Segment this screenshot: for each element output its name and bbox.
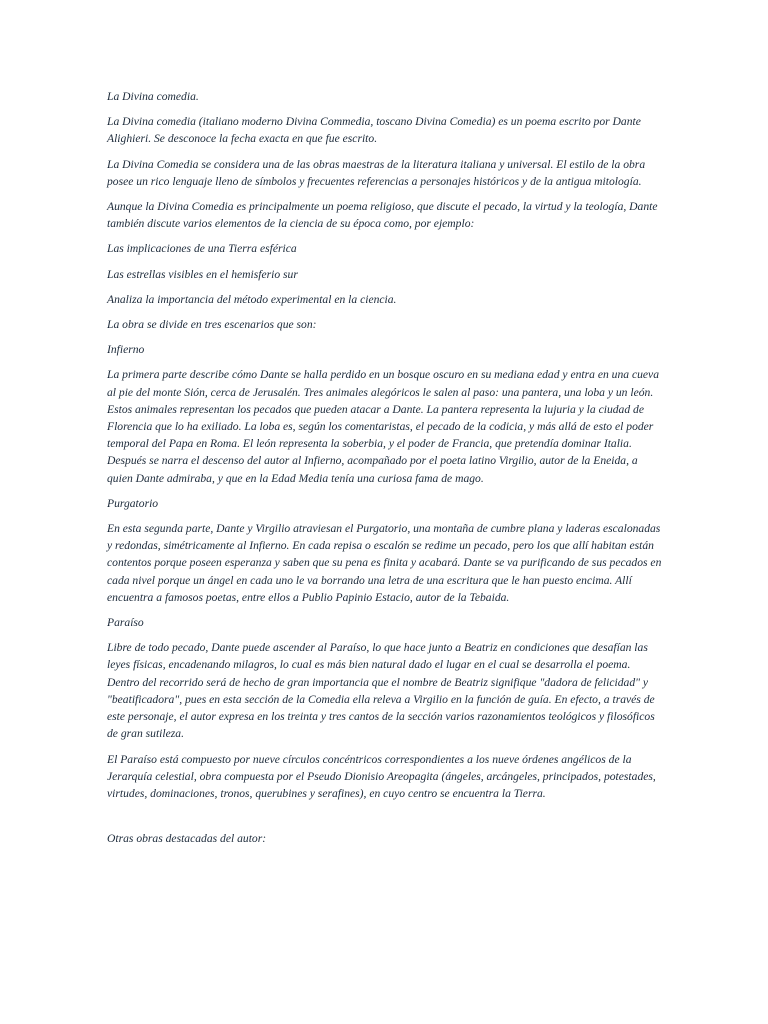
document-title: La Divina comedia. <box>107 90 199 103</box>
science-item-1: Las implicaciones de una Tierra esférica <box>107 242 297 256</box>
purgatorio-paragraph: En esta segunda parte, Dante y Virgilio atraviesan el Purgatorio, una montaña de cumbre plana y laderas escalonadas y redondas, simétricamente al Infierno. En cada repisa o escalón se redime un pecado, pero los que allí habitan están contentos porque poseen esperanza y saben que su pena es finita y acabará. Dante se va purificando de sus pecados en cada nivel porque un ángel en cada uno le va borrando una letra de una escritura que le han puesto encima. Allí encuentra a famosos poetas, entre ellos a Publio Papinio Estacio, autor de la Tebaida. <box>107 522 662 604</box>
division-paragraph: La obra se divide en tres escenarios que son: <box>107 318 317 332</box>
science-item-2: Las estrellas visibles en el hemisferio sur <box>107 267 298 281</box>
intro-paragraph: La Divina comedia (italiano moderno Divina Commedia, toscano Divina Comedia) es un poema escrito por Dante Alighieri. Se desconoce la fecha exacta en que fue escrito. <box>107 115 641 146</box>
section-heading-infierno: Infierno <box>107 343 145 357</box>
document-body <box>107 88 663 855</box>
section-heading-paraiso: Paraíso <box>107 616 144 630</box>
science-item-3: Analiza la importancia del método experimental en la ciencia. <box>107 292 397 306</box>
other-works-heading: Otras obras destacadas del autor: <box>107 832 267 846</box>
masterpiece-paragraph: La Divina Comedia se considera una de las obras maestras de la literatura italiana y universal. El estilo de la obra posee un rico lenguaje lleno de símbolos y frecuentes referencias a personajes históricos y de la antigua mitología. <box>107 157 646 188</box>
religious-paragraph: Aunque la Divina Comedia es principalmente un poema religioso, que discute el pecado, la virtud y la teología, Dante también discute varios elementos de la ciencia de su época como, por ejemplo: <box>107 200 658 231</box>
section-heading-purgatorio: Purgatorio <box>107 496 159 510</box>
paraiso-paragraph-1: Libre de todo pecado, Dante puede ascender al Paraíso, lo que hace junto a Beatriz en condiciones que desafían las leyes físicas, encadenando milagros, lo cual es más bien natural dado el lugar en el cual se desarrolla el poema. Dentro del recorrido será de hecho de gran importancia que el nombre de Beatriz signifique "dadora de felicidad" y "beatificadora", pues en esta sección de la Comedia ella releva a Virgilio en la función de guía. En efecto, a través de este personaje, el autor expresa en los treinta y tres cantos de la sección varios razonamientos teológicos y filosóficos de gran sutileza. <box>107 641 655 741</box>
paraiso-paragraph-2: El Paraíso está compuesto por nueve círculos concéntricos correspondientes a los nueve órdenes angélicos de la Jerarquía celestial, obra compuesta por el Pseudo Dionisio Areopagita (ángeles, arcángeles, principados, potestades, virtudes, dominaciones, tronos, querubines y serafines), en cuyo centro se encuentra la Tierra. <box>107 752 656 800</box>
infierno-paragraph: La primera parte describe cómo Dante se halla perdido en un bosque oscuro en su mediana edad y entra en una cueva al pie del monte Sión, cerca de Jerusalén. Tres animales alegóricos le salen al paso: una pantera, una loba y un león. Estos animales representan los pecados que pueden atacar a Dante. La pantera representa la lujuria y la ciudad de Florencia que lo ha exiliado. La loba es, según los comentaristas, el pecado de la codicia, y más allá de esto el poder temporal del Papa en Roma. El león representa la soberbia, y el poder de Francia, que pretendía dominar Italia. Después se narra el descenso del autor al Infierno, acompañado por el poeta latino Virgilio, autor de la Eneida, a quien Dante admiraba, y que en la Edad Media tenía una curiosa fama de mago. <box>107 368 659 485</box>
